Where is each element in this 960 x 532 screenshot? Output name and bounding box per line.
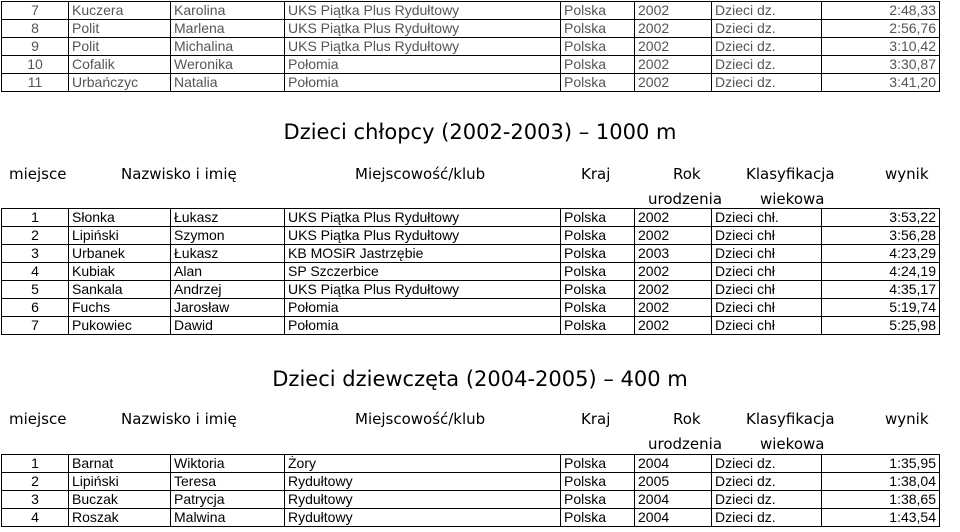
table-row (2, 74, 940, 92)
cell-age-class: Dzieci dz. (712, 509, 822, 527)
cell-surname: Lipiński (69, 227, 171, 245)
table-row (2, 299, 940, 317)
column-header-row (0, 410, 960, 456)
cell-country: Polska (561, 2, 635, 20)
header-klub: Miejscowość/klub (355, 165, 486, 183)
cell-surname: Kubiak (69, 263, 171, 281)
cell-position: 4 (2, 263, 69, 281)
cell-position: 11 (2, 74, 69, 92)
cell-age-class: Dzieci dz. (712, 38, 822, 56)
table-row (2, 245, 940, 263)
cell-age-class: Dzieci chł. (712, 209, 822, 227)
table-row (2, 491, 940, 509)
cell-result-time: 2:56,76 (822, 20, 940, 38)
cell-club: Połomia (285, 317, 561, 335)
cell-first-name: Marlena (171, 20, 285, 38)
header-wynik: wynik (885, 410, 929, 428)
cell-birth-year: 2002 (635, 299, 712, 317)
cell-result-time: 1:38,04 (822, 473, 940, 491)
header-miejsce: miejsce (9, 165, 67, 183)
cell-result-time: 3:10,42 (822, 38, 940, 56)
cell-age-class: Dzieci chł (712, 227, 822, 245)
cell-age-class: Dzieci dz. (712, 56, 822, 74)
cell-country: Polska (561, 491, 635, 509)
cell-club: Połomia (285, 56, 561, 74)
cell-birth-year: 2002 (635, 263, 712, 281)
cell-first-name: Michalina (171, 38, 285, 56)
cell-country: Polska (561, 299, 635, 317)
cell-first-name: Andrzej (171, 281, 285, 299)
cell-surname: Urbańczyc (69, 74, 171, 92)
cell-birth-year: 2004 (635, 491, 712, 509)
header-klasyfikacja: Klasyfikacja (746, 165, 835, 183)
header-rok-line2: urodzenia (648, 190, 723, 208)
cell-country: Polska (561, 56, 635, 74)
cell-club: Rydułtowy (285, 491, 561, 509)
table-row (2, 209, 940, 227)
table-row (2, 2, 940, 20)
cell-country: Polska (561, 509, 635, 527)
cell-age-class: Dzieci chł (712, 317, 822, 335)
cell-first-name: Wiktoria (171, 455, 285, 473)
table-row (2, 263, 940, 281)
cell-surname: Barnat (69, 455, 171, 473)
cell-position: 5 (2, 281, 69, 299)
cell-country: Polska (561, 263, 635, 281)
cell-first-name: Malwina (171, 509, 285, 527)
cell-result-time: 3:41,20 (822, 74, 940, 92)
cell-age-class: Dzieci dz. (712, 74, 822, 92)
cell-club: KB MOSiR Jastrzębie (285, 245, 561, 263)
cell-country: Polska (561, 209, 635, 227)
cell-first-name: Jarosław (171, 299, 285, 317)
cell-first-name: Weronika (171, 56, 285, 74)
cell-surname: Słonka (69, 209, 171, 227)
cell-result-time: 2:48,33 (822, 2, 940, 20)
cell-club: Żory (285, 455, 561, 473)
cell-club: UKS Piątka Plus Rydułtowy (285, 38, 561, 56)
cell-result-time: 1:43,54 (822, 509, 940, 527)
table-row (2, 473, 940, 491)
cell-result-time: 4:23,29 (822, 245, 940, 263)
cell-club: UKS Piątka Plus Rydułtowy (285, 227, 561, 245)
cell-position: 2 (2, 227, 69, 245)
cell-position: 7 (2, 317, 69, 335)
header-klasyfikacja-line2: wiekowa (760, 435, 825, 453)
cell-position: 1 (2, 455, 69, 473)
cell-age-class: Dzieci dz. (712, 473, 822, 491)
cell-club: UKS Piątka Plus Rydułtowy (285, 20, 561, 38)
cell-result-time: 5:25,98 (822, 317, 940, 335)
header-klasyfikacja-line2: wiekowa (760, 190, 825, 208)
header-miejsce: miejsce (9, 410, 67, 428)
cell-surname: Roszak (69, 509, 171, 527)
cell-result-time: 3:56,28 (822, 227, 940, 245)
cell-country: Polska (561, 245, 635, 263)
cell-position: 8 (2, 20, 69, 38)
cell-club: SP Szczerbice (285, 263, 561, 281)
cell-birth-year: 2004 (635, 509, 712, 527)
cell-position: 4 (2, 509, 69, 527)
cell-surname: Buczak (69, 491, 171, 509)
cell-country: Polska (561, 317, 635, 335)
cell-first-name: Patrycja (171, 491, 285, 509)
table-row (2, 509, 940, 527)
cell-country: Polska (561, 473, 635, 491)
cell-birth-year: 2002 (635, 227, 712, 245)
cell-club: UKS Piątka Plus Rydułtowy (285, 2, 561, 20)
cell-country: Polska (561, 227, 635, 245)
cell-birth-year: 2002 (635, 317, 712, 335)
cell-position: 10 (2, 56, 69, 74)
table-row (2, 38, 940, 56)
header-rok-line2: urodzenia (648, 435, 723, 453)
table-row (2, 56, 940, 74)
header-rok: Rok (673, 410, 701, 428)
header-nazwisko: Nazwisko i imię (121, 410, 237, 428)
cell-first-name: Łukasz (171, 245, 285, 263)
cell-age-class: Dzieci chł (712, 281, 822, 299)
cell-club: Połomia (285, 299, 561, 317)
cell-club: Połomia (285, 74, 561, 92)
section-title-girls-400m: Dzieci dziewczęta (2004-2005) – 400 m (272, 367, 688, 391)
cell-surname: Polit (69, 20, 171, 38)
cell-club: Rydułtowy (285, 509, 561, 527)
cell-position: 7 (2, 2, 69, 20)
cell-position: 2 (2, 473, 69, 491)
cell-country: Polska (561, 38, 635, 56)
cell-first-name: Teresa (171, 473, 285, 491)
results-table-boys (1, 208, 940, 335)
results-table-girls (1, 454, 940, 527)
table-row (2, 455, 940, 473)
header-kraj: Kraj (581, 410, 611, 428)
header-klub: Miejscowość/klub (355, 410, 486, 428)
table-row (2, 227, 940, 245)
cell-result-time: 1:35,95 (822, 455, 940, 473)
cell-age-class: Dzieci chł (712, 299, 822, 317)
cell-position: 3 (2, 491, 69, 509)
cell-surname: Lipiński (69, 473, 171, 491)
cell-surname: Kuczera (69, 2, 171, 20)
cell-first-name: Łukasz (171, 209, 285, 227)
cell-country: Polska (561, 455, 635, 473)
cell-age-class: Dzieci chł (712, 245, 822, 263)
cell-surname: Sankala (69, 281, 171, 299)
header-nazwisko: Nazwisko i imię (121, 165, 237, 183)
cell-position: 9 (2, 38, 69, 56)
cell-birth-year: 2002 (635, 74, 712, 92)
cell-position: 3 (2, 245, 69, 263)
cell-age-class: Dzieci chł (712, 263, 822, 281)
cell-club: Rydułtowy (285, 473, 561, 491)
cell-birth-year: 2002 (635, 2, 712, 20)
section-title-boys-1000m: Dzieci chłopcy (2002-2003) – 1000 m (283, 120, 677, 144)
column-header-row (0, 165, 960, 211)
table-row (2, 281, 940, 299)
cell-country: Polska (561, 20, 635, 38)
cell-result-time: 3:53,22 (822, 209, 940, 227)
header-kraj: Kraj (581, 165, 611, 183)
table-row (2, 20, 940, 38)
cell-first-name: Dawid (171, 317, 285, 335)
cell-result-time: 5:19,74 (822, 299, 940, 317)
cell-first-name: Alan (171, 263, 285, 281)
cell-first-name: Natalia (171, 74, 285, 92)
cell-birth-year: 2003 (635, 245, 712, 263)
table-row (2, 317, 940, 335)
cell-birth-year: 2002 (635, 20, 712, 38)
cell-age-class: Dzieci dz. (712, 2, 822, 20)
cell-first-name: Szymon (171, 227, 285, 245)
cell-surname: Urbanek (69, 245, 171, 263)
cell-result-time: 3:30,87 (822, 56, 940, 74)
cell-surname: Fuchs (69, 299, 171, 317)
cell-club: UKS Piątka Plus Rydułtowy (285, 281, 561, 299)
header-rok: Rok (673, 165, 701, 183)
header-wynik: wynik (885, 165, 929, 183)
cell-first-name: Karolina (171, 2, 285, 20)
cell-birth-year: 2002 (635, 209, 712, 227)
cell-result-time: 4:24,19 (822, 263, 940, 281)
cell-result-time: 4:35,17 (822, 281, 940, 299)
cell-result-time: 1:38,65 (822, 491, 940, 509)
cell-age-class: Dzieci dz. (712, 20, 822, 38)
cell-birth-year: 2005 (635, 473, 712, 491)
header-klasyfikacja: Klasyfikacja (746, 410, 835, 428)
cell-position: 6 (2, 299, 69, 317)
cell-position: 1 (2, 209, 69, 227)
cell-surname: Cofalik (69, 56, 171, 74)
cell-surname: Pukowiec (69, 317, 171, 335)
cell-country: Polska (561, 281, 635, 299)
cell-age-class: Dzieci dz. (712, 455, 822, 473)
cell-surname: Polit (69, 38, 171, 56)
cell-birth-year: 2002 (635, 281, 712, 299)
cell-birth-year: 2004 (635, 455, 712, 473)
cell-club: UKS Piątka Plus Rydułtowy (285, 209, 561, 227)
cell-age-class: Dzieci dz. (712, 491, 822, 509)
results-table-top (1, 1, 940, 92)
cell-country: Polska (561, 74, 635, 92)
cell-birth-year: 2002 (635, 38, 712, 56)
cell-birth-year: 2002 (635, 56, 712, 74)
